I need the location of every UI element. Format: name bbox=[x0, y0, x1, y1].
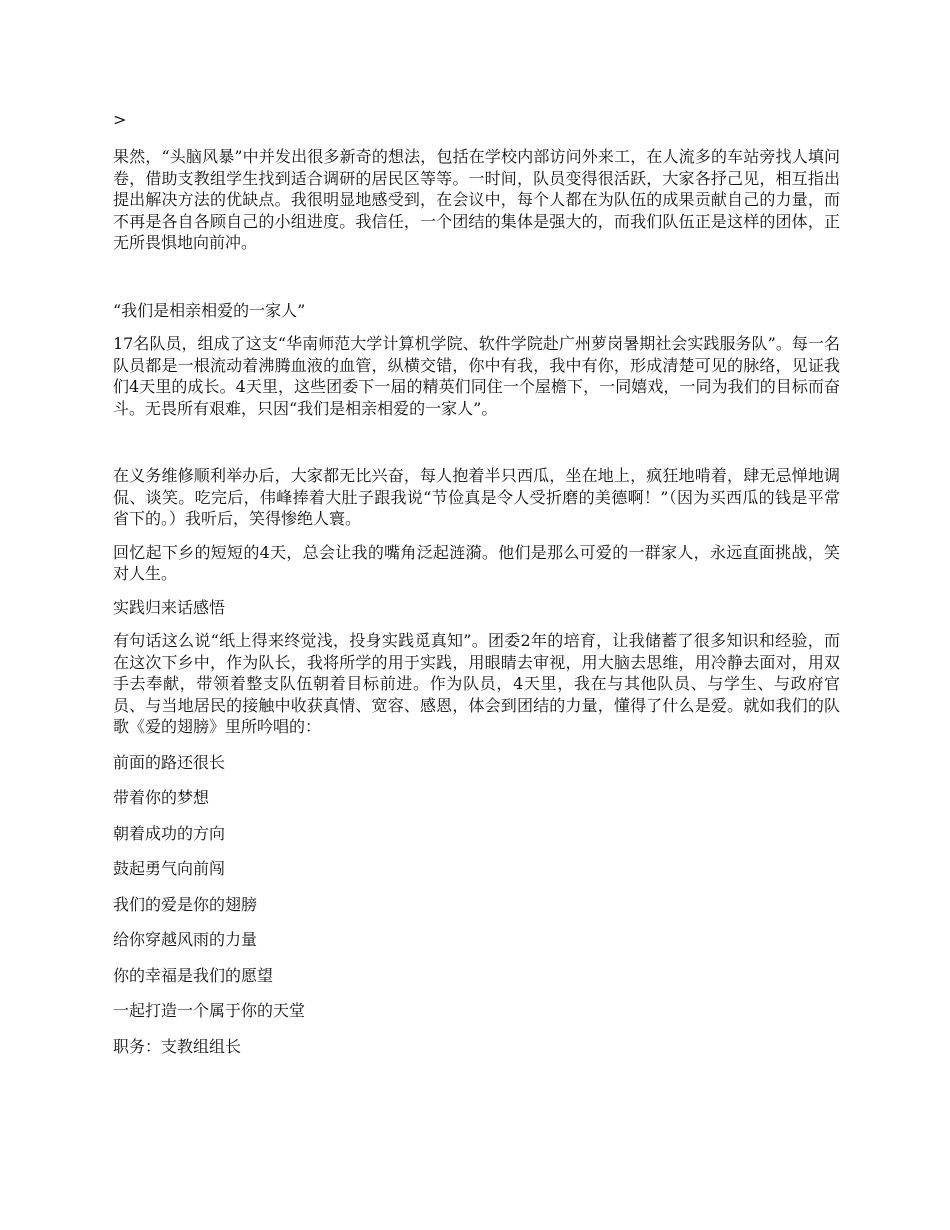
section-heading-family: “我们是相亲相爱的一家人” bbox=[113, 300, 306, 320]
song-line: 一起打造一个属于你的天堂 bbox=[113, 1001, 306, 1020]
song-line: 鼓起勇气向前闯 bbox=[113, 859, 226, 878]
song-line: 我们的爱是你的翅膀 bbox=[113, 894, 258, 914]
song-line: 给你穿越风雨的力量 bbox=[113, 930, 258, 949]
section-heading-reflection: 实践归来话感悟 bbox=[113, 597, 226, 617]
job-title: 职务：支教组组长 bbox=[113, 1036, 242, 1056]
quote-marker: > bbox=[113, 110, 127, 129]
paragraph-reflection: 有句话这么说“纸上得来终觉浅，投身实践觅真知”。团委2年的培育，让我储蓄了很多知识和经验，而在这次下乡中，作为队长，我将所学的用于实践，用眼睛去审视，用大脑去思维，用冷静去面对，用双手去奉献，带领着整支队伍朝着目标前进。作为队员，4天里，我在与其他队员、与学生、与政府官员、与当地居民的接触中收获真情、宽容、感恩，体会到团结的力量，懂得了什么是爱。就如我们的队歌《爱的翅膀》里所吟唱的： bbox=[113, 631, 840, 736]
paragraph-watermelon: 在义务维修顺利举办后，大家都无比兴奋，每人抱着半只西瓜，坐在地上，疯狂地啃着，肆无忌惮地调侃、谈笑。吃完后，伟峰捧着大肚子跟我说“节俭真是令人受折磨的美德啊！”（因为买西瓜的钱是平常省下的。）我听后，笑得惨绝人寰。 bbox=[113, 466, 840, 528]
document-page bbox=[113, 110, 840, 1057]
song-line: 朝着成功的方向 bbox=[113, 823, 226, 843]
song-line: 前面的路还很长 bbox=[113, 752, 226, 772]
paragraph-memory: 回忆起下乡的短短的4天，总会让我的嘴角泛起涟漪。他们是那么可爱的一群家人，永远直面挑战，笑对人生。 bbox=[113, 542, 840, 583]
paragraph-team: 17名队员，组成了这支“华南师范大学计算机学院、软件学院赴广州萝岗暑期社会实践服务队”。每一名队员都是一根流动着沸腾血液的血管，纵横交错，你中有我，我中有你，形成清楚可见的脉络，见证我们4天里的成长。4天里，这些团委下一届的精英们同住一个屋檐下，一同嬉戏，一同为我们的目标而奋斗。无畏所有艰难，只因“我们是相亲相爱的一家人”。 bbox=[113, 334, 840, 418]
paragraph-brainstorm: 果然，“头脑风暴”中并发出很多新奇的想法，包括在学校内部访问外来工，在人流多的车站旁找人填问卷，借助支教组学生找到适合调研的居民区等等。一时间，队员变得很活跃，大家各抒己见，相互指出提出解决方法的优缺点。我很明显地感受到，在会议中，每个人都在为队伍的成果贡献自己的力量，而不再是各自各顾自己的小组进度。我信任，一个团结的集体是强大的，而我们队伍正是这样的团体，正无所畏惧地向前冲。 bbox=[113, 147, 840, 252]
song-line: 带着你的梦想 bbox=[113, 788, 210, 807]
song-line: 你的幸福是我们的愿望 bbox=[113, 965, 274, 985]
